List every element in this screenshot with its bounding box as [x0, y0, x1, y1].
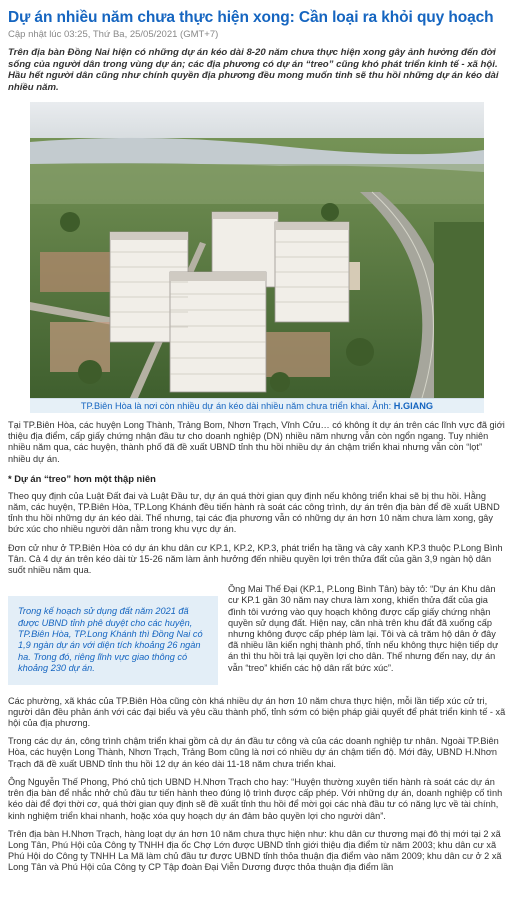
paragraph: Trên địa bàn H.Nhơn Trạch, hàng loạt dự án hơn 10 năm chưa thực hiện như: khu dân cư thương mại đô thị mới tại 2 xã Long Tân, Phú Hội của Công ty TNHH địa ốc Chợ Lớn được UBND tỉnh giới thiệu địa điểm từ năm 2003; khu dân cư xã Phú Hội do Công ty TNHH La Mã làm chủ đầu tư được UBND tỉnh thỏa thuận địa điểm vào năm 2009; khu dân cư ở 2 xã Long Tân và Phú Hội của Công ty CP Tập đoàn Đại Viễn Dương được thỏa thuận địa điểm lần	[8, 828, 502, 873]
article-title: Dự án nhiều năm chưa thực hiện xong: Cần loại ra khỏi quy hoạch	[8, 9, 494, 26]
paragraph: Các phường, xã khác của TP.Biên Hòa cũng còn khá nhiều dự án hơn 10 năm chưa thực hiện, mỗi lần tiếp xúc cử tri, người dân đều phản ánh với các đại biểu và yêu cầu thành phố, tỉnh sớm có biện pháp giải quyết để phát triển kinh tế - xã hội của địa phương.	[8, 695, 506, 729]
paragraph: Trong các dự án, công trình chậm triển khai gồm cả dự án đầu tư công và của các doanh nghiệp tư nhân. Ngoài TP.Biên Hòa, các huyện Long Thành, Nhơn Trạch, Trảng Bom cũng là nơi có nhiều dự án chậm tiến độ. Mới đây, UBND H.Nhơn Trạch đã đề xuất UBND tỉnh thu hồi 12 dự án kéo dài 11-18 năm chưa triển khai.	[8, 736, 499, 769]
article-timestamp: Cập nhật lúc 03:25, Thứ Ba, 25/05/2021 (GMT+7)	[8, 29, 219, 40]
aerial-city-photo	[30, 102, 484, 398]
article-figure	[30, 102, 484, 413]
article-sapo: Trên địa bàn Đồng Nai hiện có những dự án kéo dài 8-20 năm chưa thực hiện xong gây ảnh hưởng đến đời sống của người dân trong vùng dự án; các địa phương có dự án “treo” cũng khó phát triển kinh tế - xã hội. Hầu hết người dân cũng như chính quyền địa phương đều mong muốn tỉnh sẽ thu hồi những dự án kéo dài nhiều năm.	[8, 47, 499, 93]
paragraph: Theo quy định của Luật Đất đai và Luật Đầu tư, dự án quá thời gian quy định nếu không triển khai sẽ bị thu hồi. Hằng năm, các huyện, TP.Biên Hòa, TP.Long Khánh đều tiến hành rà soát các công trình, dự án trên địa bàn để đề xuất UBND tỉnh thu hồi những dự án kéo dài. Thế nhưng, tại các địa phương vẫn có những dự án hơn 10 năm chưa làm xong, gây bức xúc cho nhiều người dân nằm trong khu vực dự án.	[8, 490, 500, 535]
paragraph: Tại TP.Biên Hòa, các huyện Long Thành, Trảng Bom, Nhơn Trạch, Vĩnh Cửu… có không ít dự án trên các lĩnh vực đã giới thiệu địa điểm, cấp giấy chứng nhận đầu tư cho doanh nghiệp (DN) nhiều năm nhưng vẫn còn ngổn ngang. Tuy nhiên nhiều năm qua, các huyện, thành phố đã đề xuất UBND tỉnh thu hồi nhiều dự án chậm triển khai nhưng vẫn còn “lọt” nhiều dự án.	[8, 420, 505, 464]
caption-text: TP.Biên Hòa là nơi còn nhiều dự án kéo dài nhiều năm chưa triển khai. Ảnh:	[80, 401, 394, 411]
paragraph: Ông Mai Thế Đại (KP.1, P.Long Bình Tân) bày tỏ: “Dự án Khu dân cư KP.1 gần 30 năm nay chưa làm xong, khiến thửa đất của gia đình tôi vướng vào quy hoạch không được cấp giấy chứng nhận quyền sử dụng đất. Hiện nay, căn nhà trên khu đất đã xuống cấp nhưng không được cấp phép làm lại. Tôi và cả trăm hộ dân ở đây đã nhiều lần kiến nghị thành phố, tỉnh nếu không thực hiện tiếp dự án thì thu hồi trả lại quyền lợi cho dân. Thế nhưng đến nay, dự án vẫn “treo” khiến các hộ dân rất bức xúc”.	[228, 584, 499, 673]
figure-caption	[30, 398, 484, 413]
caption-author: H.GIANG	[393, 401, 434, 411]
paragraph: Ông Nguyễn Thế Phong, Phó chủ tịch UBND H.Nhơn Trạch cho hay: “Huyện thường xuyên tiến hành rà soát các dự án trên địa bàn để nhắc nhở chủ đầu tư tiến hành theo đúng lộ trình được cấp phép. Với những dự án, doanh nghiệp cố tình kéo dài để đợi thời cơ, quá thời gian quy định sẽ đề xuất tỉnh thu hồi để mời gọi các nhà đầu tư có năng lực về tài chính, kinh nghiệm triển khai nhanh, hoặc xóa quy hoạch dự án đảm bảo quyền lợi cho người dân”.	[8, 776, 503, 821]
section-subhead: * Dự án “treo” hơn một thập niên	[8, 472, 156, 484]
quote-section	[8, 584, 506, 688]
paragraph: Đơn cử như ở TP.Biên Hòa có dự án khu dân cư KP.1, KP.2, KP.3, phát triển hạ tầng và cây xanh KP.3 thuộc P.Long Bình Tân. Cả 4 dự án trên kéo dài từ 15-26 năm làm ảnh hưởng đến nhiều quyền lợi trên thửa đất của gần 3,9 ngàn hộ dân suốt nhiều năm qua.	[8, 542, 503, 576]
pull-quote-box: Trong kế hoạch sử dụng đất năm 2021 đã được UBND tỉnh phê duyệt cho các huyện, TP.Biên Hòa, TP.Long Khánh thì Đồng Nai có 1,9 ngàn dự án với diện tích khoảng 26 ngàn ha. Trong đó, riêng lĩnh vực giao thông có khoảng 230 dự án.	[8, 596, 218, 684]
